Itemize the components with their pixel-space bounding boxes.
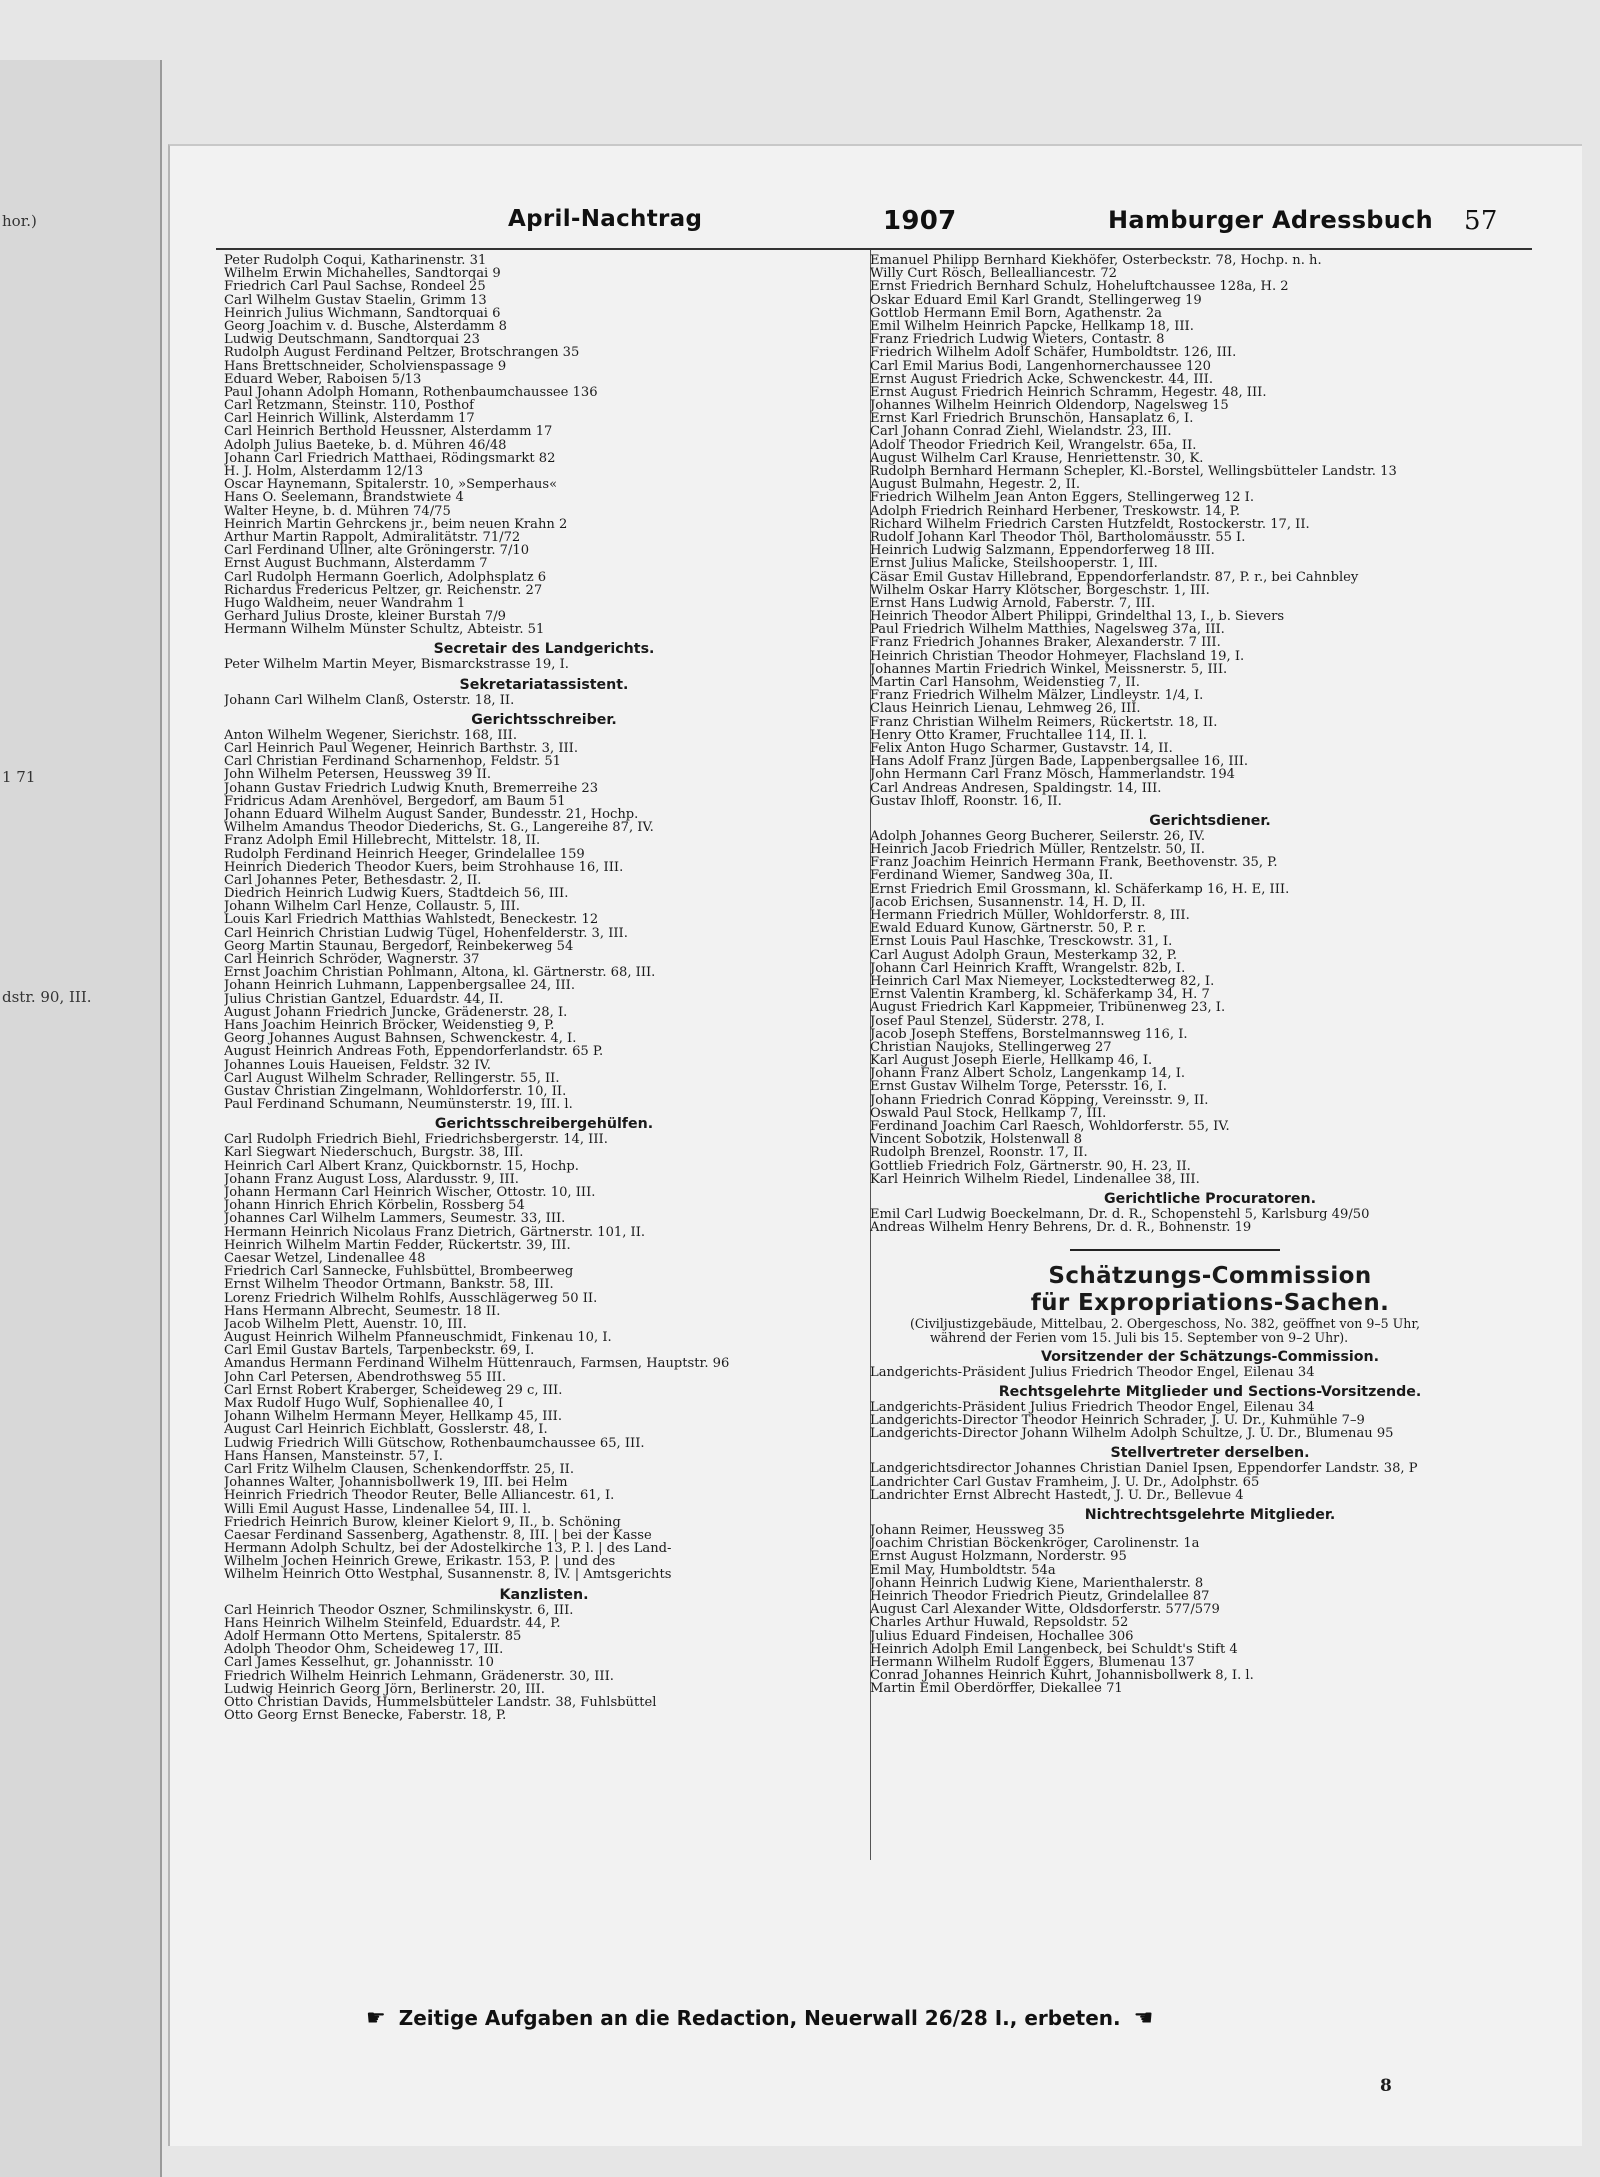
directory-entry: Johannes Martin Friedrich Winkel, Meissnerstr. 5, III.	[870, 662, 1228, 676]
directory-entry: Johann Hermann Carl Heinrich Wischer, Ottostr. 10, III.	[224, 1186, 596, 1200]
header-section-label: April-Nachtrag	[508, 206, 703, 232]
directory-entry: Heinrich Christian Theodor Hohmeyer, Flachsland 19, I.	[870, 649, 1245, 663]
directory-entry: Conrad Johannes Heinrich Kuhrt, Johannisbollwerk 8, I. l.	[870, 1669, 1254, 1683]
directory-entry: Karl Heinrich Wilhelm Riedel, Lindenallee 38, III.	[870, 1172, 1200, 1186]
directory-entry: Ferdinand Wiemer, Sandweg 30a, II.	[870, 869, 1114, 883]
directory-entry: Ludwig Deutschmann, Sandtorquai 23	[224, 333, 480, 347]
directory-entry: Adolph Friedrich Reinhard Herbener, Treskowstr. 14, P.	[870, 504, 1240, 518]
directory-entry: Ernst Friedrich Bernhard Schulz, Hoheluftchaussee 128a, H. 2	[870, 280, 1289, 294]
directory-entry: Johann Carl Heinrich Krafft, Wrangelstr. 82b, I.	[870, 961, 1186, 975]
directory-entry: Rudolph August Ferdinand Peltzer, Brotschrangen 35	[224, 346, 580, 360]
right-column	[870, 254, 1530, 1695]
previous-page-fragment: dstr. 90, III.	[2, 988, 92, 1006]
directory-entry: Carl Rudolph Friedrich Biehl, Friedrichsbergerstr. 14, III.	[224, 1133, 608, 1147]
commission-title: für Expropriations-Sachen.	[1030, 1290, 1390, 1317]
directory-entry: John Hermann Carl Franz Mösch, Hammerlandstr. 194	[870, 768, 1236, 782]
directory-entry: Martin Emil Oberdörffer, Diekallee 71	[870, 1682, 1123, 1696]
directory-entry: Carl Retzmann, Steinstr. 110, Posthof	[224, 399, 474, 413]
section-heading: Vorsitzender der Schätzungs-Commission.	[1040, 1348, 1380, 1365]
directory-entry: Johannes Louis Haueisen, Feldstr. 32 IV.	[224, 1058, 491, 1072]
directory-entry: Eduard Weber, Raboisen 5/13	[224, 372, 422, 386]
directory-entry: Franz Friedrich Wilhelm Mälzer, Lindleystr. 1/4, I.	[870, 689, 1204, 703]
section-heading: Kanzlisten.	[499, 1586, 589, 1603]
directory-entry: Oskar Eduard Emil Karl Grandt, Stellingerweg 19	[870, 293, 1202, 307]
directory-entry: Johann Eduard Wilhelm August Sander, Bundesstr. 21, Hochp.	[224, 807, 639, 822]
directory-entry: Carl Johannes Peter, Bethesdastr. 2, II.	[224, 873, 482, 888]
directory-entry: Ernst Julius Malicke, Steilshooperstr. 1, III.	[870, 557, 1158, 571]
directory-entry: Hermann Adolph Schultz, bei der Adostelkirche 13, P. l. | des Land-	[224, 1542, 672, 1556]
directory-entry: Max Rudolf Hugo Wulf, Sophienallee 40, I	[224, 1397, 504, 1411]
directory-entry: Rudolph Bernhard Hermann Schepler, Kl.-Borstel, Wellingsbütteler Landstr. 13	[870, 465, 1397, 479]
directory-entry: Paul Johann Adolph Homann, Rothenbaumchaussee 136	[224, 385, 598, 400]
directory-entry: Peter Wilhelm Martin Meyer, Bismarckstrasse 19, I.	[224, 658, 569, 672]
directory-entry: August Heinrich Andreas Foth, Eppendorferlandstr. 65 P.	[224, 1045, 604, 1059]
directory-entry: Karl Siegwart Niederschuch, Burgstr. 38, III.	[224, 1146, 524, 1160]
directory-entry: Charles Arthur Huwald, Repsoldstr. 52	[870, 1616, 1129, 1630]
directory-entry: Richardus Fredericus Peltzer, gr. Reichenstr. 27	[224, 583, 543, 597]
directory-entry: Carl August Wilhelm Schrader, Rellingerstr. 55, II.	[224, 1071, 560, 1085]
directory-entry: Willi Emil August Hasse, Lindenallee 54, III. l.	[224, 1502, 532, 1516]
directory-entry: Adolf Theodor Friedrich Keil, Wrangelstr. 65a, II.	[870, 438, 1197, 452]
footer-notice	[360, 2006, 1159, 2031]
directory-entry: Friedrich Heinrich Burow, kleiner Kielort 9, II., b. Schöning	[224, 1515, 621, 1529]
previous-page-fragment: hor.)	[2, 212, 37, 230]
directory-entry: Jacob Joseph Steffens, Borstelmannsweg 116, I.	[870, 1027, 1188, 1041]
directory-entry: Ernst Friedrich Emil Grossmann, kl. Schäferkamp 16, H. E, III.	[870, 882, 1290, 896]
left-column	[224, 254, 864, 1722]
directory-page	[168, 144, 1582, 2146]
directory-entry: Josef Paul Stenzel, Süderstr. 278, I.	[870, 1014, 1105, 1028]
directory-entry: Walter Heyne, b. d. Mühren 74/75	[224, 504, 451, 518]
directory-entry: Landgerichts-Director Johann Wilhelm Adolph Schultze, J. U. Dr., Blumenau 95	[870, 1427, 1394, 1441]
directory-entry: Louis Karl Friedrich Matthias Wahlstedt, Beneckestr. 12	[224, 913, 599, 927]
directory-entry: August Johann Friedrich Juncke, Grädenerstr. 28, I.	[224, 1005, 568, 1019]
directory-entry: Vincent Sobotzik, Holstenwall 8	[870, 1133, 1083, 1147]
directory-entry: Carl Rudolph Hermann Goerlich, Adolphsplatz 6	[224, 570, 547, 584]
commission-title: Schätzungs-Commission	[1048, 1263, 1372, 1290]
directory-entry: Landgerichts-Präsident Julius Friedrich Theodor Engel, Eilenau 34	[870, 1400, 1315, 1415]
directory-entry: Carl Heinrich Berthold Heussner, Alsterdamm 17	[224, 425, 553, 439]
directory-entry: Otto Christian Davids, Hummelsbütteler Landstr. 38, Fuhlsbüttel	[224, 1695, 657, 1710]
commission-note: während der Ferien vom 15. Juli bis 15. September von 9–2 Uhr).	[930, 1329, 1349, 1345]
directory-entry: Johannes Walter, Johannisbollwerk 19, III. bei Helm	[224, 1476, 568, 1490]
directory-entry: Franz Friedrich Ludwig Wieters, Contastr. 8	[870, 333, 1165, 347]
directory-entry: Friedrich Wilhelm Heinrich Lehmann, Grädenerstr. 30, III.	[224, 1669, 614, 1683]
directory-entry: Gottlob Hermann Emil Born, Agathenstr. 2a	[870, 306, 1162, 320]
directory-entry: Hermann Wilhelm Münster Schultz, Abteistr. 51	[224, 623, 545, 637]
directory-entry: Carl Ferdinand Ullner, alte Gröningerstr. 7/10	[224, 544, 530, 558]
directory-entry: Landgerichtsdirector Johannes Christian Daniel Ipsen, Eppendorfer Landstr. 38, P	[870, 1462, 1418, 1476]
directory-entry: Johann Franz Albert Scholz, Langenkamp 14, I.	[870, 1067, 1186, 1081]
directory-entry: Karl August Joseph Eierle, Hellkamp 46, I.	[870, 1054, 1153, 1068]
directory-entry: Jacob Wilhelm Plett, Auenstr. 10, III.	[224, 1317, 467, 1332]
directory-entry: Gustav Ihloff, Roonstr. 16, II.	[870, 794, 1062, 808]
directory-entry: Julius Eduard Findeisen, Hochallee 306	[870, 1629, 1134, 1643]
directory-entry: Heinrich Theodor Albert Philippi, Grindelthal 13, I., b. Sievers	[870, 610, 1285, 624]
directory-entry: Georg Johannes August Bahnsen, Schwenckestr. 4, I.	[224, 1032, 577, 1046]
directory-entry: Heinrich Ludwig Salzmann, Eppendorferweg 18 III.	[870, 544, 1215, 558]
directory-entry: Johann Friedrich Conrad Köpping, Vereinsstr. 9, II.	[870, 1093, 1209, 1107]
directory-entry: Paul Ferdinand Schumann, Neumünsterstr. 19, III. l.	[224, 1098, 573, 1112]
directory-entry: Franz Adolph Emil Hillebrecht, Mittelstr. 18, II.	[224, 834, 541, 848]
directory-entry: Julius Christian Gantzel, Eduardstr. 44, II.	[224, 992, 504, 1006]
directory-entry: Friedrich Carl Sannecke, Fuhlsbüttel, Brombeerweg	[224, 1265, 574, 1279]
directory-entry: Heinrich Carl Albert Kranz, Quickbornstr. 15, Hochp.	[224, 1159, 579, 1173]
directory-entry: Ernst Wilhelm Theodor Ortmann, Bankstr. 58, III.	[224, 1278, 554, 1292]
directory-entry: Ernst Louis Paul Haschke, Tresckowstr. 31, I.	[870, 935, 1173, 949]
directory-entry: Wilhelm Jochen Heinrich Grewe, Erikastr. 153, P. | und des	[224, 1555, 616, 1569]
previous-page-edge	[0, 60, 162, 2177]
directory-entry: Caesar Wetzel, Lindenallee 48	[224, 1251, 426, 1266]
directory-entry: Friedrich Wilhelm Adolf Schäfer, Humboldtstr. 126, III.	[870, 346, 1237, 360]
directory-entry: Heinrich Diederich Theodor Kuers, beim Strohhause 16, III.	[224, 860, 624, 874]
directory-entry: Carl Heinrich Paul Wegener, Heinrich Barthstr. 3, III.	[224, 742, 579, 756]
directory-entry: Friedrich Wilhelm Jean Anton Eggers, Stellingerweg 12 I.	[870, 491, 1255, 505]
directory-entry: Paul Friedrich Wilhelm Matthies, Nagelsweg 37a, III.	[870, 623, 1225, 637]
directory-entry: Gottlieb Friedrich Folz, Gärtnerstr. 90, H. 23, II.	[870, 1159, 1191, 1173]
directory-entry: Carl Heinrich Schröder, Wagnerstr. 37	[224, 953, 480, 967]
directory-entry: Georg Martin Staunau, Bergedorf, Reinbekerweg 54	[224, 939, 574, 953]
directory-entry: H. J. Holm, Alsterdamm 12/13	[224, 465, 424, 479]
directory-entry: Franz Joachim Heinrich Hermann Frank, Beethovenstr. 35, P.	[870, 856, 1278, 870]
directory-entry: Emil Wilhelm Heinrich Papcke, Hellkamp 18, III.	[870, 319, 1194, 334]
directory-entry: Johann Hinrich Ehrich Körbelin, Rossberg 54	[224, 1199, 525, 1213]
directory-entry: Johann Franz August Loss, Alardusstr. 9, III.	[224, 1172, 519, 1186]
directory-entry: Ernst August Buchmann, Alsterdamm 7	[224, 557, 488, 571]
directory-entry: Ferdinand Joachim Carl Raesch, Wohldorferstr. 55, IV.	[870, 1120, 1230, 1134]
header-year: 1907	[883, 206, 957, 236]
directory-entry: Martin Carl Hansohm, Weidenstieg 7, II.	[870, 676, 1140, 690]
directory-entry: Hermann Heinrich Nicolaus Franz Dietrich, Gärtnerstr. 101, II.	[224, 1225, 646, 1239]
pointing-hand-left-icon: ☚	[1133, 2006, 1154, 2031]
directory-entry: Ernst Hans Ludwig Arnold, Faberstr. 7, III.	[870, 596, 1156, 611]
directory-entry: Hans Joachim Heinrich Bröcker, Weidenstieg 9, P.	[224, 1018, 555, 1033]
section-heading: Rechtsgelehrte Mitglieder und Sections-Vorsitzende.	[998, 1383, 1422, 1400]
directory-entry: Johann Carl Friedrich Matthaei, Rödingsmarkt 82	[224, 451, 556, 465]
section-separator-rule	[1070, 1249, 1280, 1251]
directory-entry: Carl Heinrich Theodor Oszner, Schmilinskystr. 6, III.	[224, 1603, 574, 1617]
directory-entry: Hans Heinrich Wilhelm Steinfeld, Eduardstr. 44, P.	[224, 1616, 561, 1630]
section-heading: Secretair des Landgerichts.	[433, 641, 655, 658]
directory-entry: Anton Wilhelm Wegener, Sierichstr. 168, III.	[224, 728, 518, 742]
directory-entry: Heinrich Jacob Friedrich Müller, Rentzelstr. 50, II.	[870, 843, 1205, 857]
directory-entry: Johann Wilhelm Carl Henze, Collaustr. 5, III.	[224, 900, 520, 914]
directory-entry: Diedrich Heinrich Ludwig Kuers, Stadtdeich 56, III.	[224, 887, 569, 901]
directory-entry: Emil Carl Ludwig Boeckelmann, Dr. d. R., Schopenstehl 5, Karlsburg 49/50	[870, 1207, 1370, 1222]
directory-entry: Hans O. Seelemann, Brandstwiete 4	[224, 491, 464, 505]
directory-entry: Heinrich Martin Gehrckens jr., beim neuen Krahn 2	[224, 517, 568, 531]
directory-entry: Hans Brettschneider, Scholvienspassage 9	[224, 359, 507, 373]
section-heading: Gerichtsschreiber.	[471, 711, 617, 728]
directory-entry: Carl Ernst Robert Kraberger, Scheideweg 29 c, III.	[224, 1383, 563, 1397]
page-header	[218, 206, 1530, 248]
section-heading: Gerichtliche Procuratoren.	[1103, 1190, 1317, 1207]
directory-entry: Willy Curt Rösch, Bellealliancestr. 72	[870, 267, 1118, 281]
directory-entry: August Bulmahn, Hegestr. 2, II.	[870, 478, 1081, 492]
directory-entry: Heinrich Wilhelm Martin Fedder, Rückertstr. 39, III.	[224, 1238, 571, 1252]
directory-entry: Carl Heinrich Christian Ludwig Tügel, Hohenfelderstr. 3, III.	[224, 926, 628, 940]
directory-entry: Landgerichts-Director Theodor Heinrich Schrader, J. U. Dr., Kuhmühle 7–9	[870, 1414, 1365, 1428]
section-heading: Nichtrechtsgelehrte Mitglieder.	[1084, 1507, 1336, 1524]
directory-entry: Wilhelm Heinrich Otto Westphal, Susannenstr. 8, IV. | Amtsgerichts	[224, 1568, 672, 1582]
directory-entry: Oswald Paul Stock, Hellkamp 7, III.	[870, 1106, 1107, 1120]
signature-mark: 8	[1380, 2076, 1392, 2096]
directory-entry: Hermann Friedrich Müller, Wohldorferstr. 8, III.	[870, 909, 1190, 923]
directory-entry: Ernst August Holzmann, Norderstr. 95	[870, 1550, 1127, 1564]
section-heading: Sekretariatassistent.	[459, 676, 629, 693]
directory-entry: Johannes Wilhelm Heinrich Oldendorp, Nagelsweg 15	[870, 399, 1229, 413]
directory-entry: Claus Heinrich Lienau, Lehmweg 26, III.	[870, 702, 1141, 716]
directory-entry: Richard Wilhelm Friedrich Carsten Hutzfeldt, Rostockerstr. 17, II.	[870, 517, 1310, 531]
directory-entry: Carl August Adolph Graun, Mesterkamp 32, P.	[870, 948, 1178, 962]
directory-entry: Ernst Joachim Christian Pohlmann, Altona, kl. Gärtnerstr. 68, III.	[224, 966, 656, 980]
directory-entry: Johannes Carl Wilhelm Lammers, Seumestr. 33, III.	[224, 1212, 566, 1226]
directory-entry: Adolph Theodor Ohm, Scheideweg 17, III.	[224, 1643, 504, 1657]
directory-entry: Felix Anton Hugo Scharmer, Gustavstr. 14, II.	[870, 741, 1173, 756]
directory-entry: August Wilhelm Carl Krause, Henriettenstr. 30, K.	[870, 451, 1204, 465]
directory-entry: Carl Andreas Andresen, Spaldingstr. 14, III.	[870, 781, 1162, 795]
directory-entry: Landgerichts-Präsident Julius Friedrich Theodor Engel, Eilenau 34	[870, 1365, 1315, 1379]
directory-entry: Ludwig Heinrich Georg Jörn, Berlinerstr. 20, III.	[224, 1682, 545, 1696]
section-heading: Gerichtsdiener.	[1149, 812, 1271, 829]
directory-entry: Landrichter Ernst Albrecht Hastedt, J. U. Dr., Bellevue 4	[870, 1488, 1244, 1503]
directory-entry: August Carl Alexander Witte, Oldsdorferstr. 577/579	[870, 1603, 1220, 1617]
directory-entry: Ewald Eduard Kunow, Gärtnerstr. 50, P. r.	[870, 922, 1147, 936]
directory-entry: Ernst Valentin Kramberg, kl. Schäferkamp 34, H. 7	[870, 988, 1210, 1002]
directory-entry: Hans Hansen, Mansteinstr. 57, I.	[224, 1449, 443, 1463]
directory-entry: Cäsar Emil Gustav Hillebrand, Eppendorferlandstr. 87, P. r., bei Cahnbley	[870, 570, 1359, 584]
directory-entry: Otto Georg Ernst Benecke, Faberstr. 18, P.	[224, 1709, 507, 1723]
directory-entry: Hugo Waldheim, neuer Wandrahm 1	[224, 596, 466, 611]
directory-entry: Carl Heinrich Willink, Alsterdamm 17	[224, 412, 475, 426]
header-rule	[216, 248, 1532, 250]
directory-entry: August Friedrich Karl Kappmeier, Tribünenweg 23, I.	[870, 1001, 1226, 1015]
directory-entry: Hermann Wilhelm Rudolf Eggers, Blumenau 137	[870, 1655, 1195, 1670]
directory-entry: Ludwig Friedrich Willi Gütschow, Rothenbaumchaussee 65, III.	[224, 1436, 645, 1450]
directory-entry: Carl Christian Ferdinand Scharnenhop, Feldstr. 51	[224, 755, 561, 769]
directory-entry: Arthur Martin Rappolt, Admiralitätstr. 71/72	[224, 530, 521, 545]
directory-entry: Landrichter Carl Gustav Framheim, J. U. Dr., Adolphstr. 65	[870, 1475, 1260, 1489]
directory-entry: Johann Gustav Friedrich Ludwig Knuth, Bremerreihe 23	[224, 781, 599, 795]
directory-entry: Rudolph Brenzel, Roonstr. 17, II.	[870, 1146, 1088, 1160]
directory-entry: John Carl Petersen, Abendrothsweg 55 III.	[224, 1370, 507, 1384]
directory-entry: Ernst Karl Friedrich Brunschön, Hansaplatz 6, I.	[870, 412, 1194, 426]
directory-entry: Gerhard Julius Droste, kleiner Burstah 7/9	[224, 610, 507, 624]
directory-entry: Georg Joachim v. d. Busche, Alsterdamm 8	[224, 319, 507, 334]
directory-entry: Gustav Christian Zingelmann, Wohldorferstr. 10, II.	[224, 1084, 567, 1099]
directory-entry: Heinrich Friedrich Theodor Reuter, Belle Alliancestr. 61, I.	[224, 1489, 615, 1503]
directory-entry: Franz Christian Wilhelm Reimers, Rückertstr. 18, II.	[870, 715, 1218, 729]
directory-entry: Franz Friedrich Johannes Braker, Alexanderstr. 7 III.	[870, 636, 1221, 650]
directory-entry: Johann Reimer, Heussweg 35	[870, 1524, 1065, 1538]
directory-entry: Heinrich Carl Max Niemeyer, Lockstedterweg 82, I.	[870, 974, 1215, 989]
directory-entry: August Heinrich Wilhelm Pfanneuschmidt, Finkenau 10, I.	[224, 1331, 612, 1345]
directory-entry: Emanuel Philipp Bernhard Kiekhöfer, Osterbeckstr. 78, Hochp. n. h.	[870, 254, 1322, 268]
section-heading: Stellvertreter derselben.	[1110, 1445, 1310, 1462]
directory-entry: Rudolph Ferdinand Heinrich Heeger, Grindelallee 159	[224, 847, 585, 861]
directory-entry: Ernst August Friedrich Heinrich Schramm, Hegestr. 48, III.	[870, 385, 1267, 400]
directory-entry: Wilhelm Erwin Michahelles, Sandtorqai 9	[224, 267, 501, 281]
directory-entry: Ernst Gustav Wilhelm Torge, Petersstr. 16, I.	[870, 1080, 1167, 1094]
directory-entry: Carl Emil Gustav Bartels, Tarpenbeckstr. 69, I.	[224, 1344, 535, 1358]
directory-entry: Christian Naujoks, Stellingerweg 27	[870, 1040, 1112, 1055]
directory-entry: Carl James Kesselhut, gr. Johannisstr. 10	[224, 1656, 494, 1670]
directory-entry: Heinrich Theodor Friedrich Pieutz, Grindelallee 87	[870, 1589, 1210, 1604]
directory-entry: Amandus Hermann Ferdinand Wilhelm Hüttenrauch, Farmsen, Hauptstr. 96	[224, 1357, 730, 1371]
directory-entry: Ernst August Friedrich Acke, Schwenckestr. 44, III.	[870, 372, 1214, 386]
directory-entry: Johann Carl Wilhelm Clanß, Osterstr. 18, II.	[224, 693, 515, 707]
directory-entry: Caesar Ferdinand Sassenberg, Agathenstr. 8, III. | bei der Kasse	[224, 1528, 652, 1543]
directory-entry: Hans Hermann Albrecht, Seumestr. 18 II.	[224, 1304, 501, 1318]
directory-entry: Jacob Erichsen, Susannenstr. 14, H. D, II.	[870, 895, 1146, 909]
directory-entry: Carl Fritz Wilhelm Clausen, Schenkendorffstr. 25, II.	[224, 1462, 574, 1477]
directory-entry: Joachim Christian Böckenkröger, Carolinenstr. 1a	[870, 1537, 1200, 1551]
directory-entry: Wilhelm Oskar Harry Klötscher, Borgeschstr. 1, III.	[870, 583, 1210, 597]
directory-entry: Carl Johann Conrad Ziehl, Wielandstr. 23, III.	[870, 425, 1172, 439]
directory-entry: Adolph Johannes Georg Bucherer, Seilerstr. 26, IV.	[870, 829, 1206, 844]
directory-entry: Wilhelm Amandus Theodor Diederichs, St. G., Langereihe 87, IV.	[224, 821, 654, 835]
previous-page-fragment: 1 71	[2, 768, 36, 786]
page-number: 57	[1464, 206, 1498, 236]
directory-entry: John Wilhelm Petersen, Heussweg 39 II.	[224, 768, 492, 782]
directory-entry: Heinrich Adolph Emil Langenbeck, bei Schuldt's Stift 4	[870, 1642, 1238, 1656]
directory-entry: Lorenz Friedrich Wilhelm Rohlfs, Ausschlägerweg 50 II.	[224, 1291, 598, 1305]
directory-entry: Friedrich Carl Paul Sachse, Rondeel 25	[224, 280, 486, 294]
directory-entry: Andreas Wilhelm Henry Behrens, Dr. d. R., Bohnenstr. 19	[870, 1221, 1252, 1235]
directory-entry: Rudolf Johann Karl Theodor Thöl, Bartholomäusstr. 55 I.	[870, 530, 1246, 545]
directory-entry: Johann Heinrich Luhmann, Lappenbergsallee 24, III.	[224, 979, 575, 993]
directory-entry: August Carl Heinrich Eichblatt, Gosslerstr. 48, I.	[224, 1423, 548, 1437]
directory-entry: Johann Heinrich Ludwig Kiene, Marienthalerstr. 8	[870, 1576, 1204, 1590]
directory-entry: Hans Adolf Franz Jürgen Bade, Lappenbergsallee 16, III.	[870, 755, 1249, 769]
directory-entry: Fridricus Adam Arenhövel, Bergedorf, am Baum 51	[224, 794, 566, 808]
directory-entry: Johann Wilhelm Hermann Meyer, Hellkamp 45, III.	[224, 1410, 562, 1424]
pointing-hand-right-icon: ☛	[366, 2006, 386, 2031]
directory-entry: Adolf Hermann Otto Mertens, Spitalerstr. 85	[224, 1630, 522, 1644]
footer-text: Zeitige Aufgaben an die Redaction, Neuerwall 26/28 I., erbeten.	[398, 2006, 1121, 2030]
directory-entry: Carl Wilhelm Gustav Staelin, Grimm 13	[224, 293, 487, 307]
directory-entry: Carl Emil Marius Bodi, Langenhornerchaussee 120	[870, 359, 1211, 373]
directory-entry: Emil May, Humboldtstr. 54a	[870, 1563, 1056, 1577]
directory-entry: Oscar Haynemann, Spitalerstr. 10, »Semperhaus«	[224, 478, 558, 492]
directory-entry: Heinrich Julius Wichmann, Sandtorquai 6	[224, 306, 501, 320]
directory-entry: Henry Otto Kramer, Fruchtallee 114, II. l.	[870, 728, 1147, 742]
header-publication-title: Hamburger Adressbuch	[1108, 206, 1434, 234]
directory-entry: Peter Rudolph Coqui, Katharinenstr. 31	[224, 254, 487, 268]
section-heading: Gerichtsschreibergehülfen.	[434, 1116, 654, 1133]
commission-note: (Civiljustizgebäude, Mittelbau, 2. Obergeschoss, No. 382, geöffnet von 9–5 Uhr,	[910, 1316, 1421, 1332]
directory-entry: Adolph Julius Baeteke, b. d. Mühren 46/48	[224, 438, 507, 452]
